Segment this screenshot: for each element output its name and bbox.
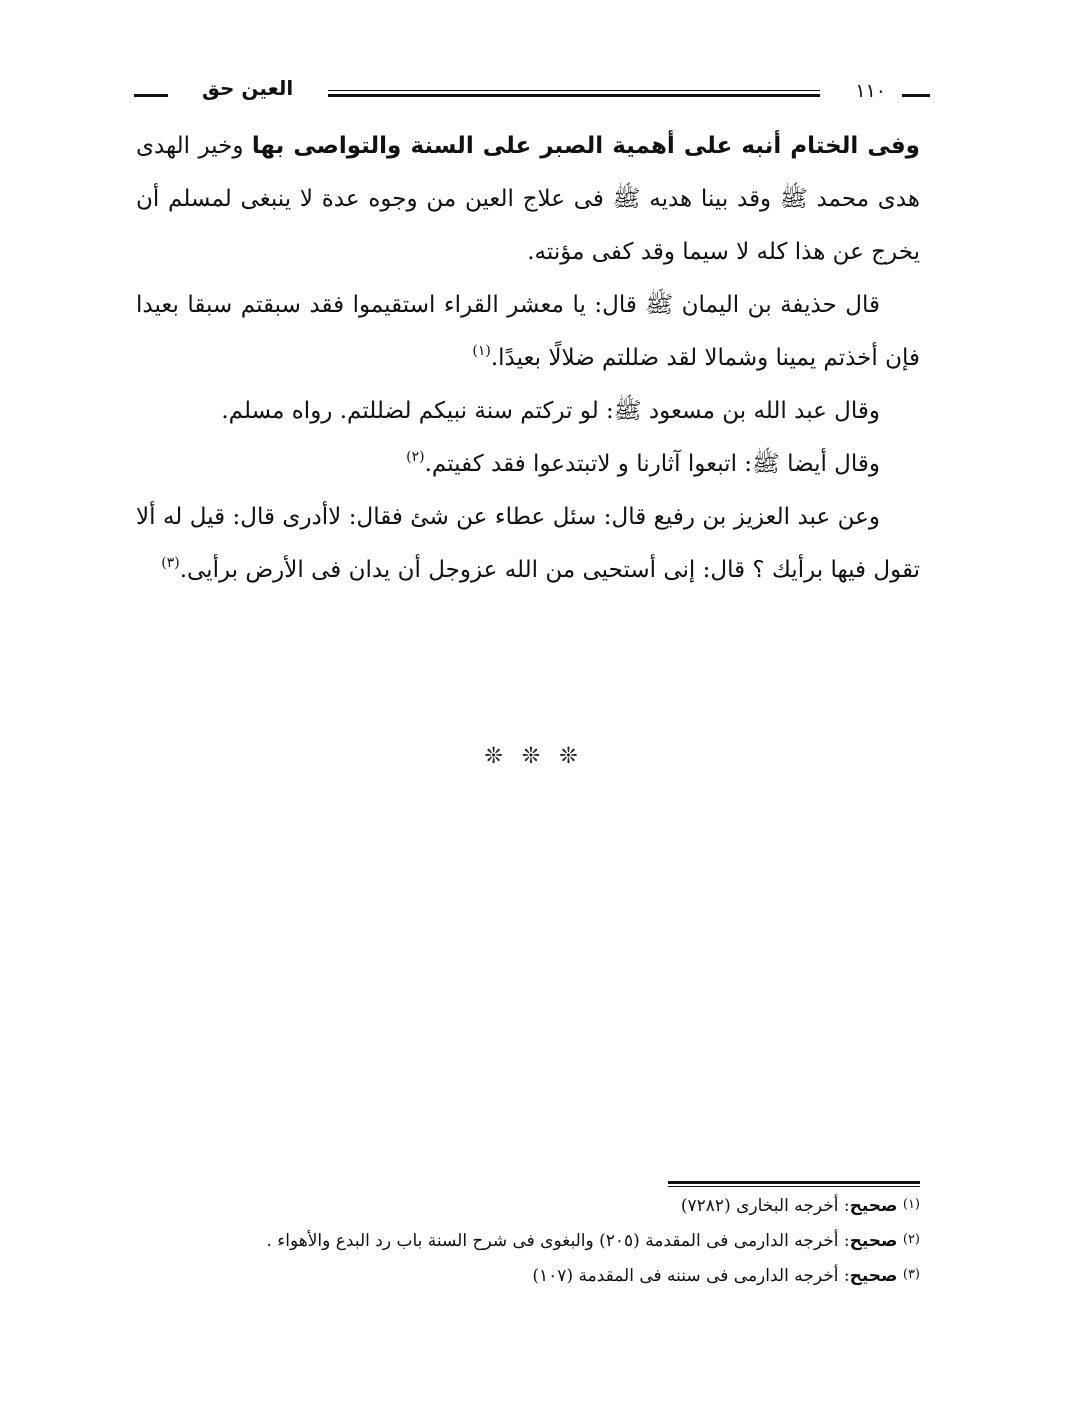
footnote-ref-2[interactable]: (٢) [406, 449, 425, 465]
footnote-ref-1[interactable]: (١) [472, 343, 491, 359]
footnote-rule [668, 1181, 920, 1187]
header-dash-right [902, 94, 930, 97]
bold-lead-text: وفى الختام أنبه على أهمية الصبر على السنة والتواصى بها [251, 133, 920, 159]
paragraph-hudhayfa-text: قال حذيفة بن اليمان ﷺ قال: يا معشر القراء استقيموا فقد سبقتم سبقا بعيدا فإن أخذتم يمينا وشمالا لقد ضللتم ضلالًا بعيدًا. [136, 292, 920, 371]
header-dash-left [134, 94, 168, 97]
footnote-grade: صحيح [849, 1266, 898, 1286]
paragraph-closing-text: وخير الهدى هدى محمد ﷺ وقد بينا هديه ﷺ فى علاج العين من وجوه عدة لا ينبغى لمسلم أن يخرج عن هذا كله لا سيما وقد كفى مؤنته. [136, 133, 920, 265]
paragraph-also-text: وقال أيضا ﷺ: اتبعوا آثارنا و لاتبتدعوا فقد كفيتم. [424, 451, 880, 477]
paragraph-closing [136, 120, 920, 279]
paragraph-abd-alaziz-text: وعن عبد العزيز بن رفيع قال: سئل عطاء عن شئ فقال: لاأدرى قال: قيل له ألا تقول فيها برأيك ؟ قال: إنى أستحيى من الله عزوجل أن يدان فى الأرض برأيى. [136, 504, 920, 583]
footnote-text: : أخرجه الدارمى فى سننه فى المقدمة (١٠٧) [532, 1266, 850, 1286]
footnote-2 [160, 1223, 920, 1258]
section-separator: ❊ ❊ ❊ [484, 744, 584, 769]
footnote-number: (٣) [902, 1267, 920, 1282]
footnote-1 [160, 1188, 920, 1223]
footnote-3 [160, 1258, 920, 1293]
running-header [130, 76, 930, 110]
footnote-number: (١) [902, 1197, 920, 1212]
header-rule [328, 90, 820, 100]
footnote-grade: صحيح [849, 1231, 898, 1251]
footnote-grade: صحيح [849, 1196, 898, 1216]
main-text [136, 120, 920, 597]
paragraph-abd-alaziz [136, 491, 920, 597]
footnotes [160, 1188, 920, 1293]
paragraph-ibn-masud-text: وقال عبد الله بن مسعود ﷺ: لو تركتم سنة نبيكم لضللتم. رواه مسلم. [221, 398, 880, 424]
paragraph-hudhayfa [136, 279, 920, 385]
paragraph-ibn-masud [136, 385, 920, 438]
footnote-number: (٢) [902, 1232, 920, 1247]
paragraph-also [136, 438, 920, 491]
footnote-text: : أخرجه الدارمى فى المقدمة (٢٠٥) والبغوى فى شرح السنة باب رد البدع والأهواء . [266, 1231, 850, 1251]
footnote-ref-3[interactable]: (٣) [161, 555, 180, 571]
running-title: العين حق [202, 76, 294, 100]
footnote-text: : أخرجه البخارى (٧٢٨٢) [680, 1196, 850, 1216]
page-number: ١١٠ [855, 80, 886, 102]
